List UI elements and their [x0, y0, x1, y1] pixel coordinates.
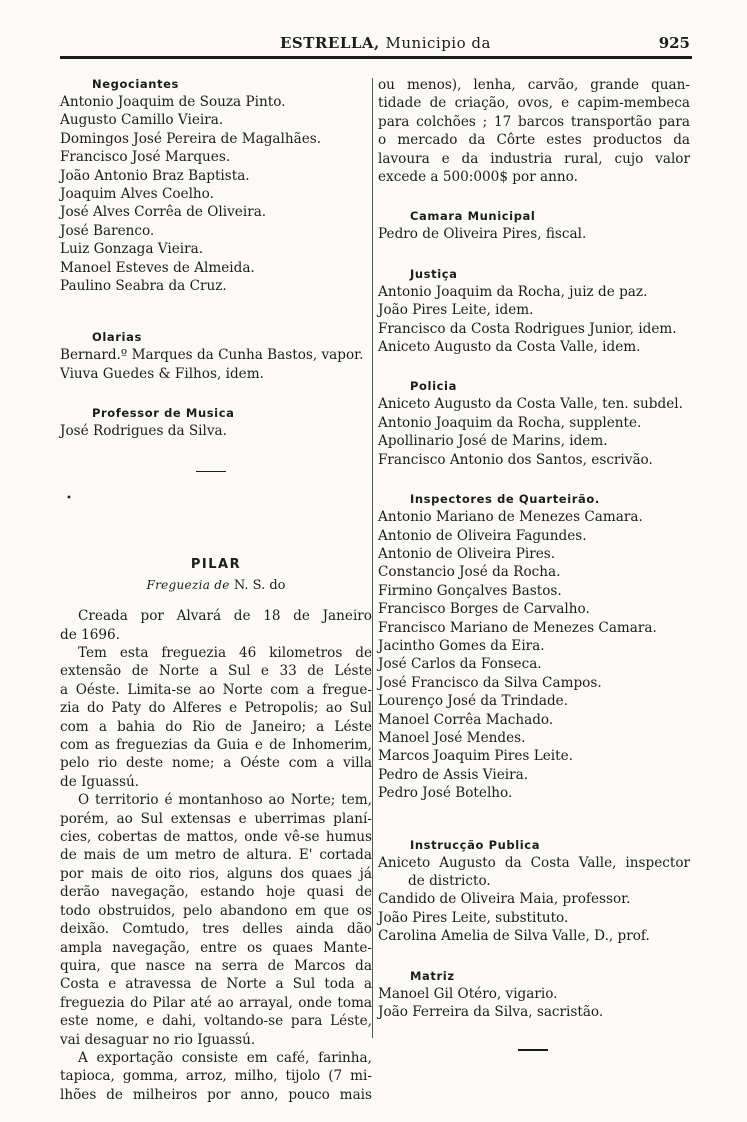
list-item: Constancio José da Rocha. — [378, 564, 561, 581]
paragraph-line: vai desaguar no rio Iguassú. — [60, 1031, 256, 1048]
paragraph-line: derão navegação, estando hoje quasi de — [60, 884, 372, 901]
spacer — [378, 356, 690, 378]
list-item: João Pires Leite, substituto. — [378, 909, 569, 926]
paragraph-line: por mais de oito rios, alguns dos quaes já — [60, 865, 372, 882]
paragraph-line: extensão de Norte a Sul e 33 de Léste — [60, 663, 372, 680]
section-heading-instrucao: Instrucção Publica — [410, 837, 541, 852]
list-item: Luiz Gonzaga Vieira. — [60, 241, 204, 258]
list-item: Domingos José Pereira de Magalhães. — [60, 130, 322, 147]
list-item: Manoel Esteves de Almeida. — [60, 259, 255, 276]
list-item: Antonio de Oliveira Fagundes. — [378, 527, 587, 544]
stray-mark: • — [66, 493, 72, 504]
paragraph-line: de Iguassú. — [60, 773, 140, 790]
list-item: João Pires Leite, idem. — [378, 302, 534, 319]
pilar-subtitle — [60, 576, 372, 595]
paragraph-line: ou menos), lenha, carvão, grande quan- — [378, 77, 690, 93]
pilar-subtitle-prefix: Freguezia de — [146, 578, 230, 593]
paragraph-line: A exportação consiste em café, farinha, — [78, 1049, 372, 1066]
paragraph-line: Creada por Alvará de 18 de Janeiro — [78, 608, 372, 625]
list-item: Lourenço José da Trindade. — [378, 693, 569, 710]
paragraph-line: com as freguezias da Guia e de Inhomerim, — [60, 737, 372, 754]
list-item: Candido de Oliveira Maia, professor. — [378, 891, 631, 908]
paragraph-line: cies, cobertas de mattos, onde vê-se humus — [60, 829, 372, 846]
column-divider — [372, 78, 373, 1038]
list-item: Paulino Seabra da Cruz. — [60, 278, 227, 295]
list-item: Pedro de Oliveira Pires, fiscal. — [378, 226, 587, 243]
section-dash — [518, 1049, 548, 1051]
list-item: Jacintho Gomes da Eira. — [378, 637, 545, 654]
paragraph-line: tapioca, gomma, arroz, milho, tijolo (7 mi- — [60, 1068, 372, 1085]
paragraph-line: pelo rio deste nome; a Oéste com a villa — [60, 755, 372, 772]
spacer — [378, 1021, 690, 1049]
paragraph-line: o mercado da Côrte estes productos da — [378, 132, 690, 149]
left-column — [60, 76, 372, 1104]
paragraph-line: Costa e atravessa de Norte a Sul toda a — [60, 976, 372, 993]
paragraph-line: lavoura e da industria rural, cujo valor — [378, 150, 690, 167]
paragraph-line: Tem esta freguezia 46 kilometros de — [78, 645, 372, 661]
paragraph-line: quira, que nasce na serra de Marcos da — [60, 957, 372, 974]
section-heading-policia: Policia — [410, 379, 457, 394]
running-header — [60, 32, 690, 54]
paragraph-line: deixão. Comtudo, tres delles ainda dão — [60, 921, 372, 938]
paragraph-line: para colchões ; 17 barcos transportão para — [378, 113, 690, 130]
paragraph-line: porém, ao Sul extensas e uberrimas planí- — [60, 810, 372, 827]
section-heading-justica: Justiça — [410, 266, 458, 281]
section-heading-camara: Camara Municipal — [410, 209, 536, 224]
pilar-subtitle-rest: N. S. do — [233, 578, 286, 594]
list-item: Francisco José Marques. — [60, 149, 231, 166]
list-item: Antonio de Oliveira Pires. — [378, 545, 556, 562]
list-item: João Ferreira da Silva, sacristão. — [378, 1004, 604, 1021]
list-item: Joaquim Alves Coelho. — [60, 186, 214, 203]
paragraph-line: ampla navegação, entre os quaes Mante- — [60, 939, 372, 956]
list-item: Manoel Gil Otéro, vigario. — [378, 985, 558, 1002]
list-item: Manoel Corrêa Machado. — [378, 711, 554, 728]
list-item: Antonio Joaquim da Rocha, supplente. — [378, 414, 642, 431]
list-item: Carolina Amelia de Silva Valle, D., prof. — [378, 928, 650, 945]
list-item: Viuva Guedes & Filhos, idem. — [60, 365, 264, 382]
pilar-title: PILAR — [190, 557, 242, 573]
page-number: 925 — [658, 34, 690, 52]
spacer — [60, 295, 372, 329]
list-item: Pedro de Assis Vieira. — [378, 766, 529, 783]
list-item: Manoel José Mendes. — [378, 729, 526, 746]
list-item: José Rodrigues da Silva. — [60, 423, 227, 440]
spacer — [378, 803, 690, 837]
list-item: João Antonio Braz Baptista. — [60, 167, 250, 184]
paragraph-line: O territorio é montanhoso ao Norte; tem, — [78, 792, 372, 809]
paragraph-line: a Oéste. Limita-se ao Norte com a fregue- — [60, 681, 372, 698]
header-place: ESTRELLA, — [280, 34, 380, 52]
paragraph-line: excede a 500:000$ por anno. — [378, 169, 578, 186]
list-item: Francisco da Costa Rodrigues Junior, idem. — [378, 320, 677, 337]
list-item: Firmino Gonçalves Bastos. — [378, 582, 562, 599]
list-item: Marcos Joaquim Pires Leite. — [378, 748, 573, 765]
list-item: José Alves Corrêa de Oliveira. — [60, 204, 267, 221]
paragraph-line: este nome, e dahi, voltando-se para Léste, — [60, 1013, 372, 1030]
spacer — [60, 441, 372, 471]
list-item: Aniceto Augusto da Costa Valle, inspector — [378, 854, 690, 871]
list-item: Pedro José Botelho. — [378, 785, 513, 802]
list-item: José Carlos da Fonseca. — [378, 656, 542, 673]
list-item: Antonio Mariano de Menezes Camara. — [378, 509, 643, 526]
section-heading-olarias: Olarias — [92, 330, 142, 345]
spacer — [378, 469, 690, 491]
list-item: Aniceto Augusto da Costa Valle, ten. subdel. — [378, 396, 683, 413]
paragraph-line: de mais de um metro de altura. E' cortada — [60, 847, 372, 864]
list-item: José Barenco. — [60, 222, 155, 239]
spacer — [60, 383, 372, 405]
spacer — [378, 186, 690, 208]
list-item: Antonio Joaquim da Rocha, juiz de paz. — [378, 283, 648, 300]
paragraph-line: todo obstruidos, pelo abandono em que os — [60, 902, 372, 919]
section-heading-matriz: Matriz — [410, 968, 455, 983]
list-item-continuation: de districto. — [408, 873, 491, 889]
header-rule — [60, 56, 692, 59]
spacer — [378, 946, 690, 968]
section-heading-negociantes: Negociantes — [92, 77, 180, 91]
list-item: Antonio Joaquim de Souza Pinto. — [60, 94, 286, 110]
paragraph-line: lhões de milheiros por anno, pouco mais — [60, 1086, 372, 1103]
section-heading-inspectores: Inspectores de Quarteirão. — [410, 492, 600, 507]
list-item: Francisco Borges de Carvalho. — [378, 601, 590, 618]
paragraph-line: com a bahia do Rio de Janeiro; a Léste — [60, 718, 372, 735]
list-item: Augusto Camillo Vieira. — [60, 112, 224, 129]
spacer — [60, 595, 372, 607]
list-item: Aniceto Augusto da Costa Valle, idem. — [378, 339, 641, 356]
header-title — [280, 34, 491, 52]
right-column — [378, 76, 690, 1051]
paragraph-line: tidade de criação, ovos, e capim-membeca — [378, 95, 690, 112]
spacer — [60, 472, 372, 554]
list-item: Bernard.º Marques da Cunha Bastos, vapor. — [60, 347, 364, 364]
list-item: Apollinario José de Marins, idem. — [378, 433, 608, 450]
paragraph-line: de 1696. — [60, 626, 120, 643]
section-heading-musica: Professor de Musica — [92, 406, 235, 421]
paragraph-line: freguezia do Pilar até ao arrayal, onde toma — [60, 994, 372, 1011]
list-item: Francisco Mariano de Menezes Camara. — [378, 619, 657, 636]
paragraph-line: zia do Paty do Alferes e Petropolis; ao Sul — [60, 700, 372, 717]
spacer — [378, 244, 690, 266]
list-item: Francisco Antonio dos Santos, escrivão. — [378, 451, 653, 468]
header-municipality: Municipio da — [385, 34, 491, 52]
list-item: José Francisco da Silva Campos. — [378, 674, 602, 691]
